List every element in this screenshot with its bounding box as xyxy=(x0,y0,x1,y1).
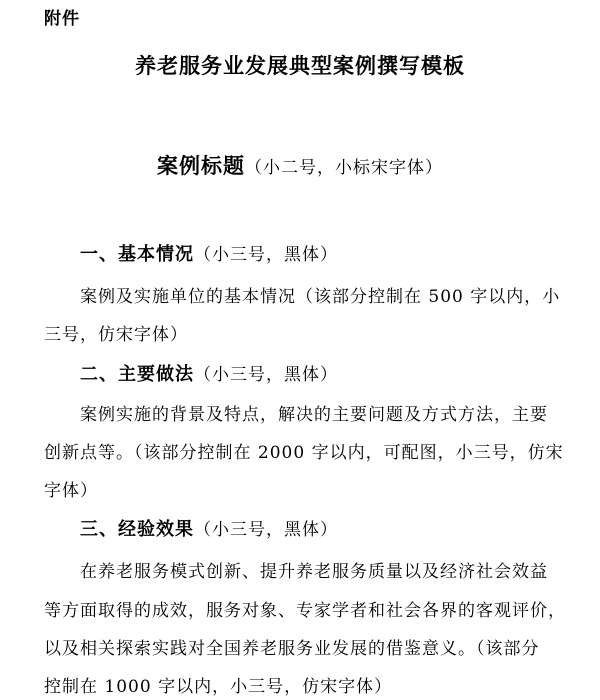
section-heading-experience-effects xyxy=(80,515,338,541)
section-heading-text: 三、经验效果 xyxy=(80,519,194,540)
section-heading-main-practices xyxy=(80,360,338,386)
section-format-note: （小三号，黑体） xyxy=(194,520,338,540)
paragraph-line: 案例及实施单位的基本情况（该部分控制在 500 字以内，小 xyxy=(80,287,561,307)
case-title xyxy=(0,150,600,180)
section-heading-text: 二、主要做法 xyxy=(80,364,194,385)
section-format-note: （小三号，黑体） xyxy=(194,245,338,265)
paragraph-line: 字体） xyxy=(44,481,98,501)
paragraph-line: 以及相关探索实践对全国养老服务业发展的借鉴意义。（该部分 xyxy=(44,639,540,659)
paragraph-line: 三号，仿宋字体） xyxy=(44,325,188,345)
paragraph-line: 控制在 1000 字以内，小三号，仿宋字体） xyxy=(44,677,393,697)
case-title-text: 案例标题 xyxy=(157,154,245,178)
section-heading-basic-info xyxy=(80,240,338,266)
paragraph-line: 案例实施的背景及特点，解决的主要问题及方式方法，主要 xyxy=(80,405,548,425)
section-format-note: （小三号，黑体） xyxy=(194,365,338,385)
paragraph-line: 等方面取得的成效，服务对象、专家学者和社会各界的客观评价， xyxy=(44,601,566,621)
attachment-label: 附件 xyxy=(44,9,80,29)
section-heading-text: 一、基本情况 xyxy=(80,244,194,265)
paragraph-line: 在养老服务模式创新、提升养老服务质量以及经济社会效益 xyxy=(80,562,548,582)
document-title: 养老服务业发展典型案例撰写模板 xyxy=(135,54,465,78)
paragraph-line: 创新点等。（该部分控制在 2000 字以内，可配图，小三号，仿宋 xyxy=(44,443,564,463)
case-title-format-note: （小二号，小标宋字体） xyxy=(245,158,443,178)
